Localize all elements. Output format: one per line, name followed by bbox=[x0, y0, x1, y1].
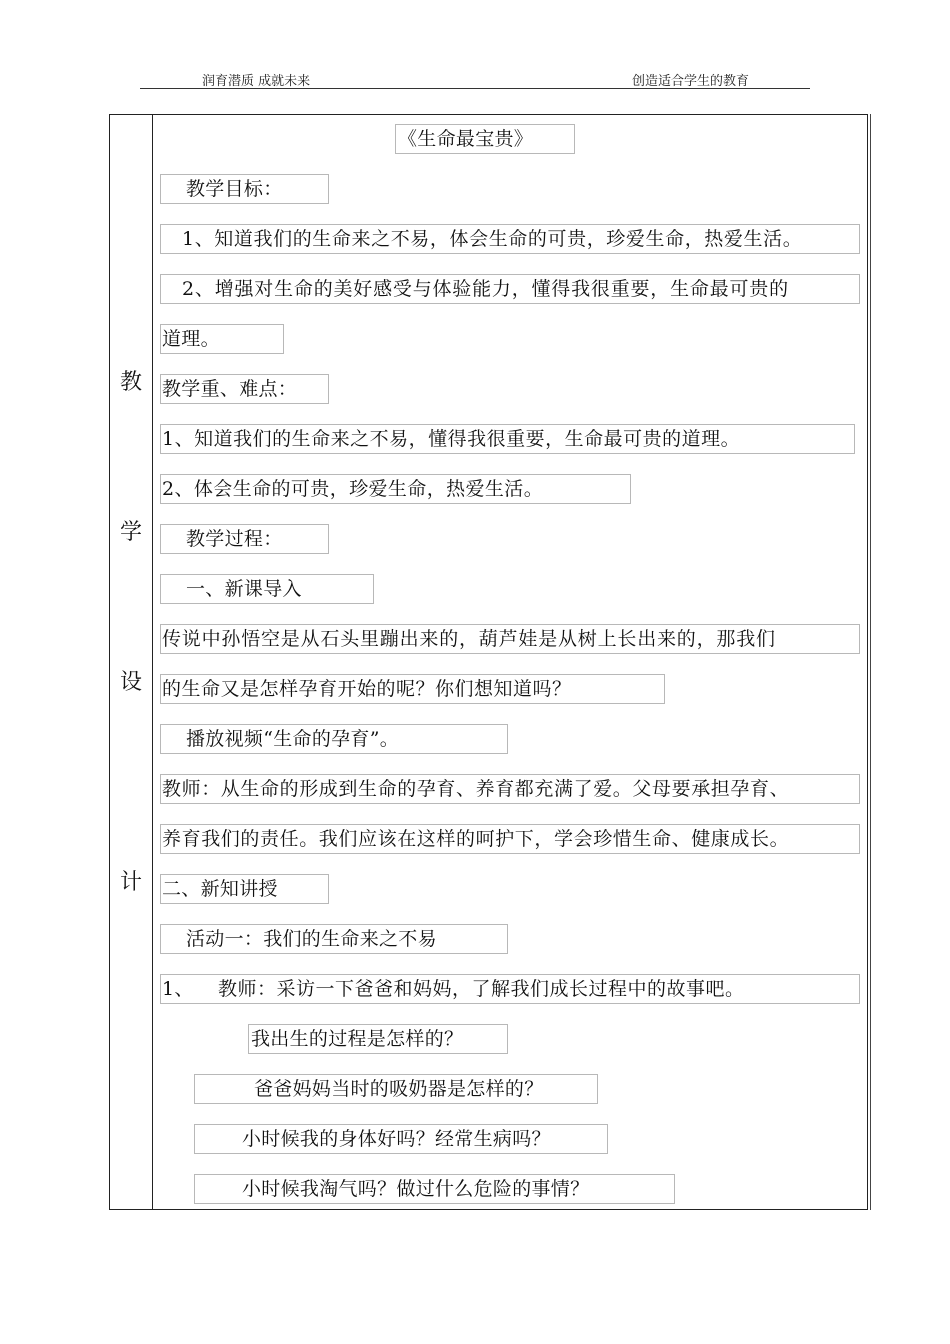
side-label-char-3: 设 bbox=[120, 670, 143, 695]
key-points-heading: 教学重、难点： bbox=[162, 378, 298, 400]
table-column-divider bbox=[152, 114, 153, 1210]
interview-number: 1、 bbox=[162, 978, 194, 1000]
part-2-heading: 二、新知讲授 bbox=[162, 878, 278, 900]
header-rule bbox=[140, 88, 810, 89]
intro-line1: 传说中孙悟空是从石头里蹦出来的，葫芦娃是从树上长出来的，那我们 bbox=[162, 628, 776, 650]
goal-2-line2: 道理。 bbox=[162, 328, 220, 350]
lesson-title: 《生命最宝贵》 bbox=[398, 128, 534, 150]
question-2: 爸爸妈妈当时的吸奶器是怎样的？ bbox=[254, 1078, 544, 1100]
teacher-line2: 养育我们的责任。我们应该在这样的呵护下，学会珍惜生命、健康成长。 bbox=[162, 828, 790, 850]
side-label-char-1: 教 bbox=[120, 370, 143, 395]
side-label-char-4: 计 bbox=[120, 870, 143, 895]
header-left-motto: 润育潜质 成就未来 bbox=[202, 74, 311, 89]
question-4: 小时候我淘气吗？做过什么危险的事情？ bbox=[242, 1178, 590, 1200]
teacher-line1: 教师：从生命的形成到生命的孕育、养育都充满了爱。父母要承担孕育、 bbox=[162, 778, 790, 800]
goals-heading: 教学目标： bbox=[186, 178, 283, 200]
question-1: 我出生的过程是怎样的？ bbox=[251, 1028, 464, 1050]
goal-2-line1: 2、增强对生命的美好感受与体验能力，懂得我很重要，生命最可贵的 bbox=[182, 278, 789, 300]
process-heading: 教学过程： bbox=[186, 528, 283, 550]
goal-1: 1、知道我们的生命来之不易，体会生命的可贵，珍爱生命，热爱生活。 bbox=[182, 228, 803, 250]
activity-1: 活动一：我们的生命来之不易 bbox=[186, 928, 437, 950]
header-right-motto: 创造适合学生的教育 bbox=[632, 74, 750, 89]
part-1-heading: 一、新课导入 bbox=[186, 578, 302, 600]
question-3: 小时候我的身体好吗？经常生病吗？ bbox=[242, 1128, 551, 1150]
video-line: 播放视频“生命的孕育”。 bbox=[186, 728, 400, 750]
key-point-2: 2、体会生命的可贵，珍爱生命，热爱生活。 bbox=[162, 478, 544, 500]
intro-line2: 的生命又是怎样孕育开始的呢？你们想知道吗？ bbox=[162, 678, 572, 700]
table-right-double-line bbox=[870, 114, 871, 1210]
side-label-char-2: 学 bbox=[120, 520, 143, 545]
interview-text: 教师：采访一下爸爸和妈妈，了解我们成长过程中的故事吧。 bbox=[218, 978, 745, 1000]
key-point-1: 1、知道我们的生命来之不易，懂得我很重要，生命最可贵的道理。 bbox=[162, 428, 741, 450]
